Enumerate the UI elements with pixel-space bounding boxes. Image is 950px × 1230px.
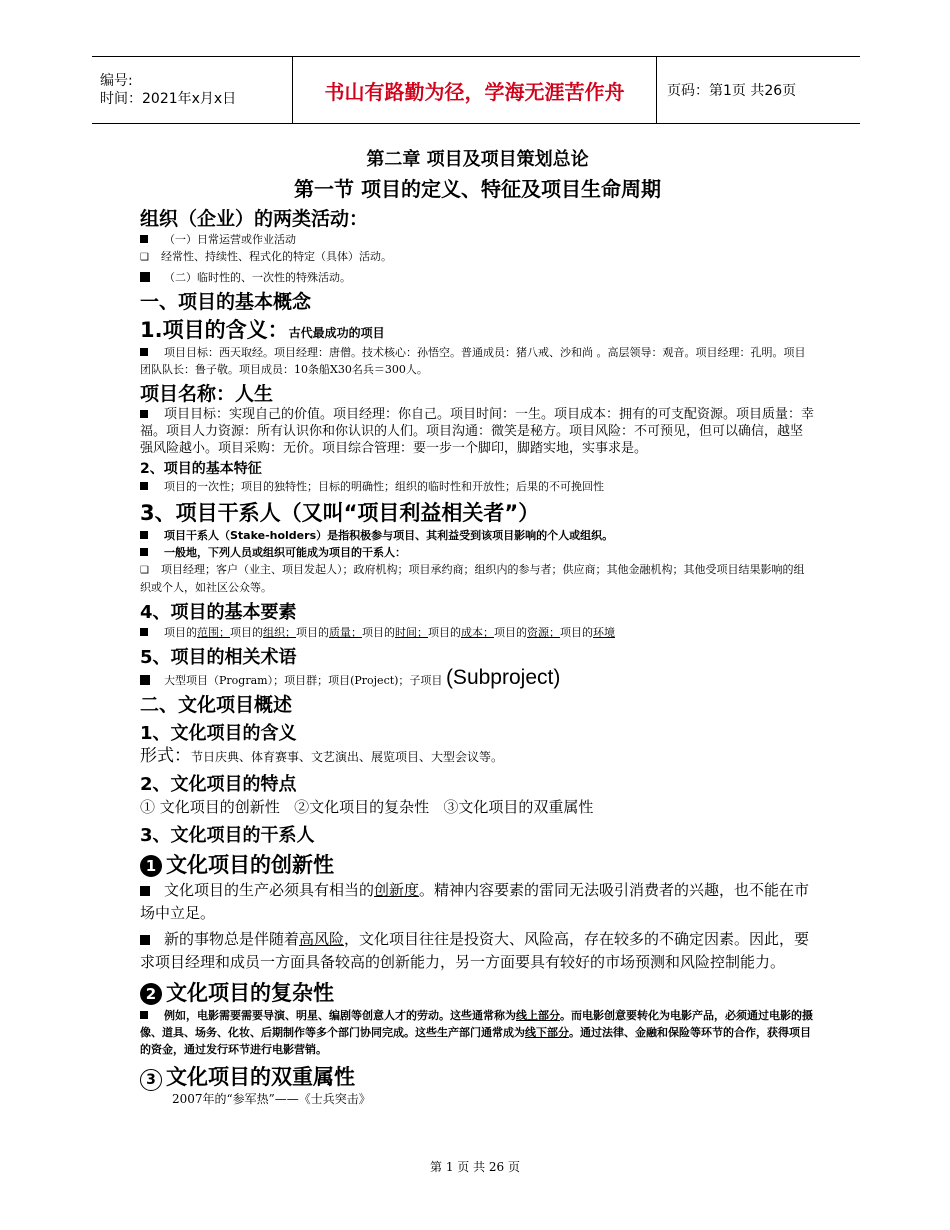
page-footer: 第 1 页 共 26 页	[430, 1160, 520, 1174]
bullet-hollow-icon: ❑	[140, 252, 149, 263]
header-meta	[92, 57, 292, 123]
chapter-title: 第二章 项目及项目策划总论	[366, 149, 589, 170]
meaning-heading: 1.项目的含义：古代最成功的项目	[140, 318, 385, 342]
bullet-square-icon	[140, 348, 148, 356]
dual-heading: 3 文化项目的双重属性	[140, 1061, 815, 1091]
bullet-square-icon	[140, 548, 148, 556]
innovation-heading: 1 文化项目的创新性	[140, 849, 815, 879]
culture-form: 形式：节日庆典、体育赛事、文艺演出、展览项目、大型会议等。	[140, 746, 504, 766]
header-motto	[292, 57, 657, 123]
dual-paragraph: 2007年的“参军热”——《士兵突击》	[172, 1092, 371, 1106]
bullet-square-icon	[140, 235, 148, 243]
terms-list: 大型项目（Program）；项目群；项目(Project)；子项目 (Subproject)	[140, 669, 815, 689]
stakeholder-definition: 项目干系人（Stake-holders）是指积极参与项目、其利益受到该项目影响的个人或组织。	[140, 527, 815, 544]
header-page-info	[657, 57, 860, 123]
motto-text: 书山有路勤为径，学海无涯苦作舟	[324, 79, 625, 104]
meaning-paragraph: 项目目标：西天取经。项目经理：唐僧。技术核心：孙悟空。普通成员：猪八戒、沙和尚 。高层领导：观音。项目经理：孔明。项目团队队长：鲁子敬。项目成员：10条船X30名兵＝300人。	[140, 346, 806, 376]
org-item-1: （一）日常运营或作业活动	[140, 231, 815, 248]
innovation-paragraph-1: 文化项目的生产必须具有相当的创新度。精神内容要素的雷同无法吸引消费者的兴趣，也不能在市场中立足。	[140, 881, 810, 922]
complexity-heading: 2 文化项目的复杂性	[140, 977, 815, 1007]
number-circle-icon: 3	[140, 1069, 162, 1091]
document-body	[140, 143, 815, 1108]
culture-stake-heading: 3、文化项目的干系人	[140, 825, 315, 846]
bullet-square-icon	[140, 272, 150, 282]
page-header	[92, 56, 860, 124]
elements-heading: 4、项目的基本要素	[140, 602, 297, 623]
culture-heading: 二、文化项目概述	[140, 694, 293, 716]
feature-heading: 2、项目的基本特征	[140, 461, 262, 477]
terms-heading: 5、项目的相关术语	[140, 647, 297, 668]
culture-meaning-heading: 1、文化项目的含义	[140, 723, 297, 744]
doc-time-label: 时间：2021年x月x日	[100, 91, 237, 107]
stakeholder-heading: 3、项目干系人（又叫“项目利益相关者”）	[140, 501, 540, 525]
concept-heading: 一、项目的基本概念	[140, 291, 312, 313]
number-badge-icon: 2	[140, 983, 162, 1005]
page-info-text: 页码：第1页 共26页	[667, 83, 797, 99]
complexity-paragraph: 例如，电影需要需要导演、明星、编剧等创意人才的劳动。这些通常称为线上部分。而电影创意要转化为电影产品，必须通过电影的摄像、道具、场务、化妆、后期制作等多个部门协同完成。这些生产部门通常成为线下部分。通过法律、金融和保险等环节的合作，获得项目的资金，通过发行环节进行电影营销。	[140, 1009, 813, 1056]
innovation-paragraph-2: 新的事物总是伴随着高风险，文化项目往往是投资大、风险高，存在较多的不确定因素。因此，要求项目经理和成员一方面具备较高的创新能力，另一方面要具有较好的市场预测和风险控制能力。	[140, 930, 810, 971]
number-badge-icon: 1	[140, 855, 162, 877]
org-item-1b: ❑ 经常性、持续性、程式化的特定（具体）活动。	[140, 248, 815, 266]
bullet-square-icon	[140, 1011, 148, 1019]
bullet-hollow-icon: ❑	[140, 565, 149, 576]
stakeholder-intro: 一般地，下列人员或组织可能成为项目的干系人：	[140, 544, 815, 561]
bullet-square-icon	[140, 886, 150, 896]
org-heading: 组织（企业）的两类活动：	[140, 208, 369, 230]
elements-list: 项目的范围；项目的组织；项目的质量；项目的时间；项目的成本；项目的资源；项目的环境	[140, 624, 815, 641]
feature-paragraph: 项目的一次性；项目的独特性；目标的明确性；组织的临时性和开放性；后果的不可挽回性	[140, 478, 815, 495]
bullet-square-icon	[140, 531, 148, 539]
bullet-square-icon	[140, 410, 148, 418]
culture-feature-list: ① 文化项目的创新性 ②文化项目的复杂性 ③文化项目的双重属性	[140, 798, 594, 816]
culture-feature-heading: 2、文化项目的特点	[140, 774, 297, 795]
life-project-heading: 项目名称：人生	[140, 383, 274, 405]
life-project-paragraph: 项目目标：实现自己的价值。项目经理：你自己。项目时间：一生。项目成本：拥有的可支配资源。项目质量：幸福。项目人力资源：所有认识你和你认识的人们。项目沟通：微笑是秘方。项目风险：不可预见，但可以确信，越坚强风险越小。项目采购：无价。项目综合管理：要一步一个脚印，脚踏实地，实事求是。	[140, 407, 815, 456]
section-title: 第一节 项目的定义、特征及项目生命周期	[294, 177, 661, 201]
doc-number-label: 编号:	[100, 73, 133, 89]
bullet-square-icon	[140, 675, 150, 685]
stakeholder-list: ❑ 项目经理；客户（业主、项目发起人）；政府机构；项目承约商；组织内的参与者；供应商；其他金融机构；其他受项目结果影响的组织或个人，如社区公众等。	[140, 563, 805, 594]
bullet-square-icon	[140, 628, 148, 636]
bullet-square-icon	[140, 935, 150, 945]
org-item-2: （二）临时性的、一次性的特殊活动。	[140, 269, 815, 286]
bullet-square-icon	[140, 482, 148, 490]
